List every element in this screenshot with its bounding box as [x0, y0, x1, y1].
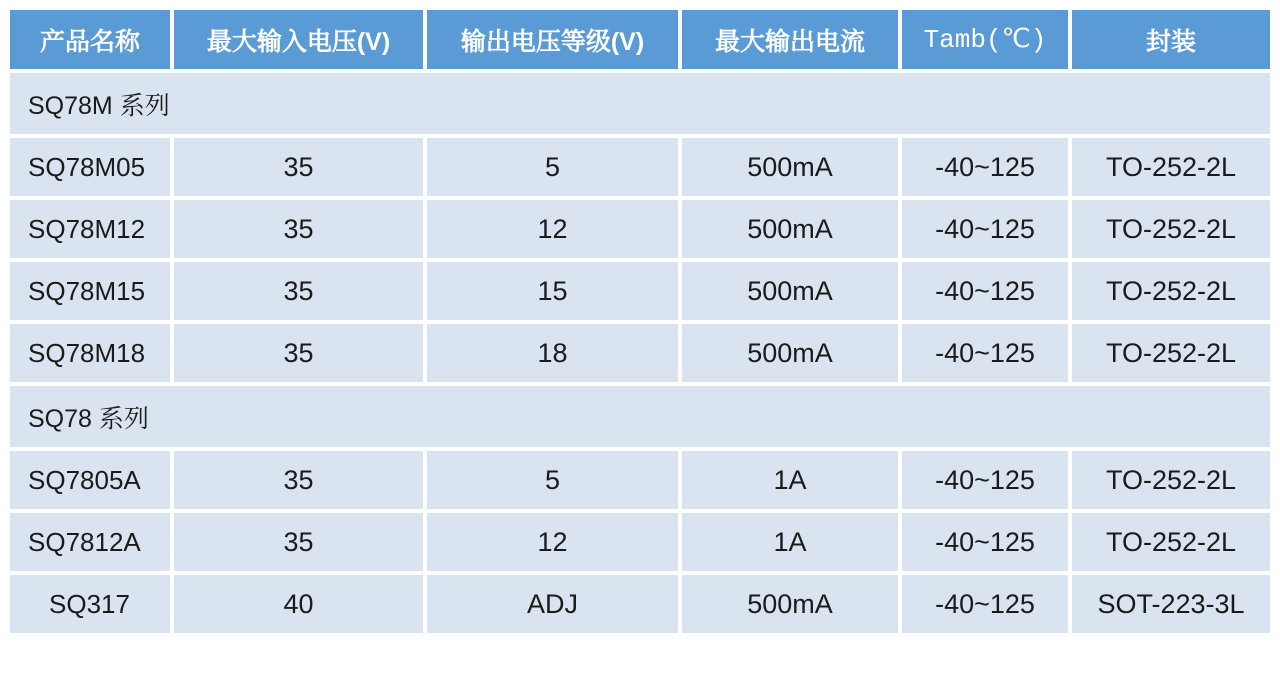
cell-output-voltage-level: 5	[425, 136, 680, 198]
cell-output-voltage-level: 12	[425, 198, 680, 260]
cell-tamb-range: -40~125	[900, 449, 1070, 511]
cell-package: TO-252-2L	[1070, 322, 1272, 384]
header-row	[8, 8, 1272, 71]
cell-max-input-voltage: 40	[172, 573, 425, 635]
cell-package: TO-252-2L	[1070, 511, 1272, 573]
cell-max-input-voltage: 35	[172, 260, 425, 322]
cell-package: TO-252-2L	[1070, 198, 1272, 260]
table-row	[8, 198, 1272, 260]
section-row-sq78m	[8, 71, 1272, 136]
cell-max-output-current: 1A	[680, 511, 900, 573]
cell-max-output-current: 500mA	[680, 136, 900, 198]
cell-package: TO-252-2L	[1070, 449, 1272, 511]
cell-max-input-voltage: 35	[172, 136, 425, 198]
cell-output-voltage-level: 5	[425, 449, 680, 511]
cell-product-name: SQ7805A	[8, 449, 172, 511]
cell-max-input-voltage: 35	[172, 449, 425, 511]
cell-product-name: SQ78M18	[8, 322, 172, 384]
section-title-sq78: SQ78 系列	[8, 384, 1272, 449]
cell-output-voltage-level: ADJ	[425, 573, 680, 635]
table-row	[8, 511, 1272, 573]
product-spec-table	[8, 8, 1272, 635]
cell-tamb-range: -40~125	[900, 136, 1070, 198]
cell-max-output-current: 500mA	[680, 198, 900, 260]
cell-max-output-current: 500mA	[680, 322, 900, 384]
header-cell-output-voltage-level: 输出电压等级(V)	[425, 8, 680, 71]
header-cell-max-input-voltage: 最大输入电压(V)	[172, 8, 425, 71]
cell-package: TO-252-2L	[1070, 136, 1272, 198]
cell-max-input-voltage: 35	[172, 322, 425, 384]
section-row-sq78	[8, 384, 1272, 449]
cell-package: SOT-223-3L	[1070, 573, 1272, 635]
cell-product-name: SQ78M12	[8, 198, 172, 260]
table-row	[8, 136, 1272, 198]
table-row	[8, 322, 1272, 384]
cell-output-voltage-level: 15	[425, 260, 680, 322]
cell-max-input-voltage: 35	[172, 198, 425, 260]
table-row	[8, 260, 1272, 322]
cell-tamb-range: -40~125	[900, 322, 1070, 384]
cell-product-name: SQ7812A	[8, 511, 172, 573]
cell-output-voltage-level: 18	[425, 322, 680, 384]
cell-tamb-range: -40~125	[900, 573, 1070, 635]
cell-output-voltage-level: 12	[425, 511, 680, 573]
header-cell-package: 封装	[1070, 8, 1272, 71]
section-title-sq78m: SQ78M 系列	[8, 71, 1272, 136]
cell-tamb-range: -40~125	[900, 260, 1070, 322]
table-row	[8, 449, 1272, 511]
cell-product-name: SQ78M05	[8, 136, 172, 198]
cell-product-name: SQ78M15	[8, 260, 172, 322]
cell-tamb-range: -40~125	[900, 511, 1070, 573]
cell-max-input-voltage: 35	[172, 511, 425, 573]
cell-max-output-current: 500mA	[680, 573, 900, 635]
cell-max-output-current: 1A	[680, 449, 900, 511]
cell-tamb-range: -40~125	[900, 198, 1070, 260]
cell-product-name: SQ317	[8, 573, 172, 635]
table-row	[8, 573, 1272, 635]
header-cell-tamb: Tamb(℃)	[900, 8, 1070, 71]
header-cell-max-output-current: 最大输出电流	[680, 8, 900, 71]
cell-package: TO-252-2L	[1070, 260, 1272, 322]
cell-max-output-current: 500mA	[680, 260, 900, 322]
header-cell-product-name: 产品名称	[8, 8, 172, 71]
